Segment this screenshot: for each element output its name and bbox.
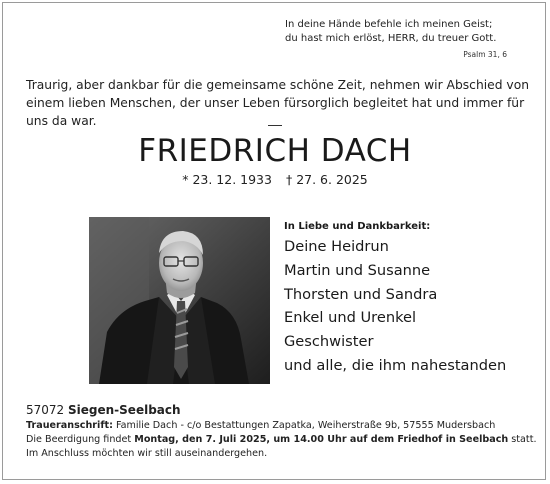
intro-line-2: einem lieben Menschen, der unser Leben fürsorglich begleitet hat und immer für <box>26 96 525 110</box>
mourning-address-text: Familie Dach - c/o Bestattungen Zapatka, Weiherstraße 9b, 57555 Mudersbach <box>115 420 496 431</box>
closing-note: Im Anschluss möchten wir still auseinandergehen. <box>26 448 268 460</box>
postcode: 57072 <box>26 403 65 417</box>
funeral-suffix: statt. <box>511 434 537 446</box>
family-list <box>284 219 544 378</box>
family-member: Enkel und Urenkel <box>284 309 417 327</box>
deceased-name: FRIEDRICH DACH <box>138 133 412 169</box>
family-member: Deine Heidrun <box>284 238 389 255</box>
funeral-info <box>26 433 546 447</box>
intro-line-1: Traurig, aber dankbar für die gemeinsame schöne Zeit, nehmen wir Abschied von <box>26 78 530 92</box>
funeral-details: Montag, den 7. Juli 2025, um 14.00 Uhr auf dem Friedhof in Seelbach <box>134 434 509 446</box>
death-date: † 27. 6. 2025 <box>285 172 368 187</box>
verse-line-2: du hast mich erlöst, HERR, du treuer Gott. <box>285 33 497 44</box>
verse-reference: Psalm 31, 6 <box>463 50 507 59</box>
address-block <box>26 402 546 462</box>
family-member: Geschwister <box>284 333 374 351</box>
mourning-address <box>26 419 546 433</box>
city-name: Siegen-Seelbach <box>68 403 181 417</box>
divider-rule <box>268 125 282 126</box>
family-heading: In Liebe und Dankbarkeit: <box>284 221 431 232</box>
mourning-address-label: Traueranschrift: <box>26 420 113 431</box>
family-member: und alle, die ihm nahestanden <box>284 356 507 374</box>
life-dates <box>0 172 550 188</box>
family-member: Martin und Susanne <box>284 261 431 279</box>
intro-text <box>26 76 530 130</box>
bible-verse <box>285 18 507 59</box>
birth-date: * 23. 12. 1933 <box>182 172 272 187</box>
city-line <box>26 402 546 419</box>
portrait-photo <box>89 217 270 384</box>
verse-line-1: In deine Hände befehle ich meinen Geist; <box>285 19 493 30</box>
intro-line-3: uns da war. <box>26 114 97 128</box>
funeral-prefix: Die Beerdigung findet <box>26 434 132 446</box>
family-member: Thorsten und Sandra <box>284 285 438 303</box>
